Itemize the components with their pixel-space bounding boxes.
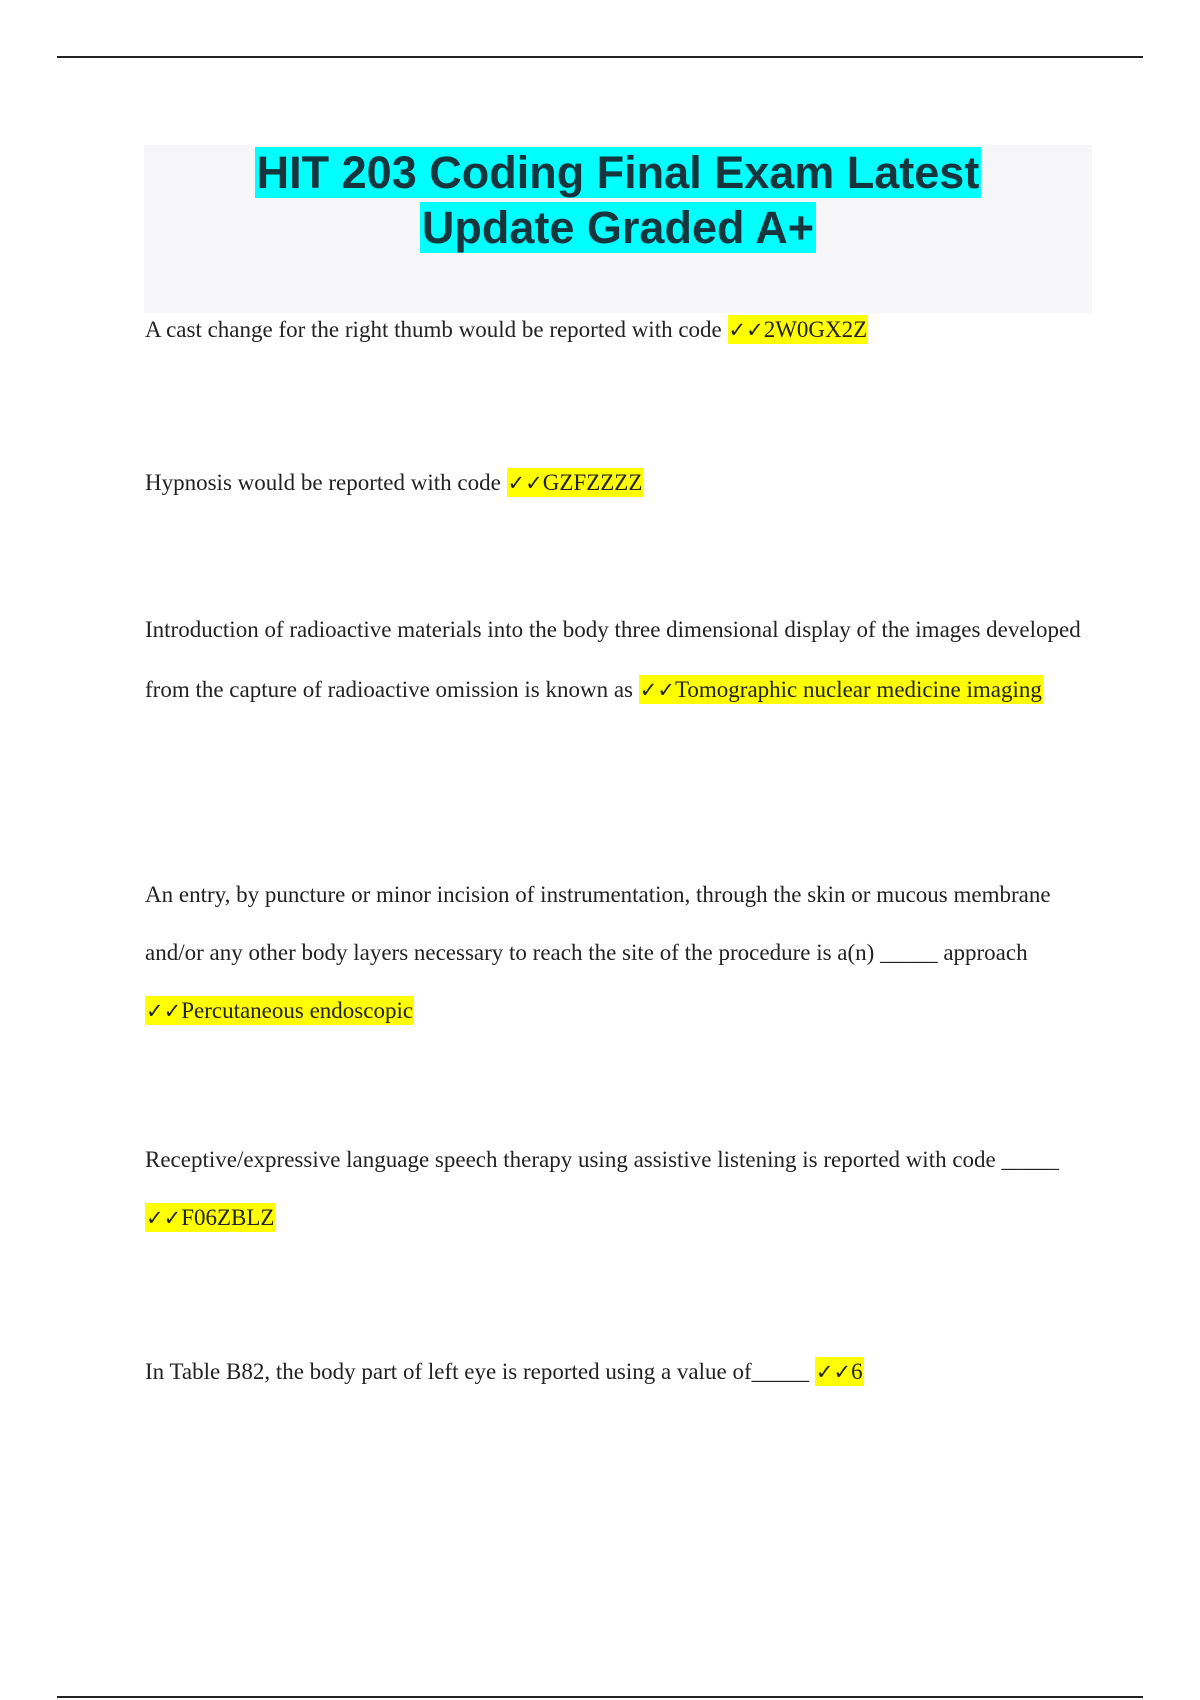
double-check-icon: ✓✓: [728, 318, 764, 342]
question-text: A cast change for the right thumb would be reported with code: [145, 317, 728, 342]
question-2: [145, 453, 1105, 513]
answer-text: GZFZZZZ: [542, 470, 643, 495]
answer-text: 2W0GX2Z: [763, 317, 868, 342]
question-text: Receptive/expressive language speech therapy using assistive listening is reported with code _____: [145, 1147, 1060, 1172]
question-3: [145, 600, 1105, 720]
question-4: [145, 866, 1105, 1040]
top-rule: [57, 56, 1143, 58]
question-text: In Table B82, the body part of left eye is reported using a value of_____: [145, 1359, 815, 1384]
title-line-2: Update Graded A+: [421, 202, 815, 253]
question-6: [145, 1342, 1105, 1402]
answer-text: Tomographic nuclear medicine imaging: [674, 677, 1042, 702]
document-title: [144, 145, 1092, 255]
double-check-icon: ✓✓: [507, 471, 543, 495]
title-line-1: HIT 203 Coding Final Exam Latest: [256, 147, 980, 198]
double-check-icon: ✓✓: [146, 1206, 182, 1230]
answer-text: F06ZBLZ: [181, 1205, 275, 1230]
double-check-icon: ✓✓: [639, 678, 675, 702]
bottom-rule: [57, 1696, 1143, 1698]
double-check-icon: ✓✓: [146, 999, 182, 1023]
answer-highlight: [815, 1357, 864, 1386]
question-1: [145, 300, 1105, 360]
answer-text: Percutaneous endoscopic: [181, 998, 414, 1023]
question-text: An entry, by puncture or minor incision of instrumentation, through the skin or mucous membrane and/or any other body layers necessary to reach the site of the procedure is a(n) _____ approach: [145, 882, 1051, 965]
answer-text: 6: [851, 1359, 863, 1384]
answer-highlight: [145, 1203, 275, 1232]
answer-highlight: [728, 315, 869, 344]
question-5: [145, 1131, 1105, 1247]
double-check-icon: ✓✓: [815, 1360, 852, 1384]
answer-highlight: [639, 675, 1043, 704]
question-text: Hypnosis would be reported with code: [145, 470, 507, 495]
answer-highlight: [145, 996, 414, 1025]
answer-highlight: [507, 468, 644, 497]
question-text: Introduction of radioactive materials into the body three dimensional display of the images developed from the capture of radioactive omission is known as: [145, 617, 1081, 702]
